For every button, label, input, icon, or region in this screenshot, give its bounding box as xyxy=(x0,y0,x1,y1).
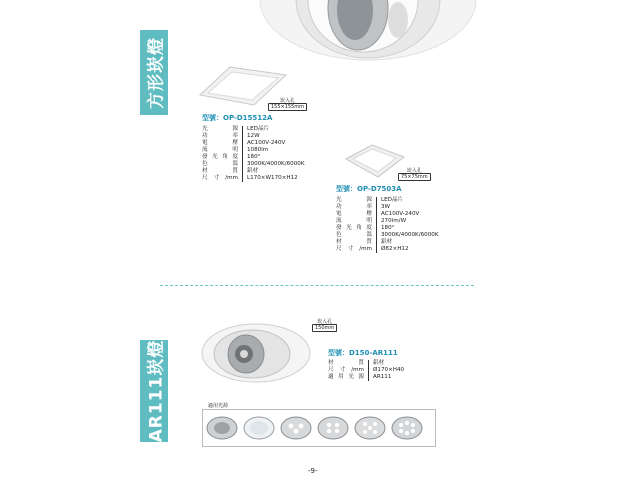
spec-key: 發光角度 xyxy=(202,154,243,161)
spec-row xyxy=(202,133,304,140)
lamp-bulb-icon xyxy=(318,417,348,439)
spec-row xyxy=(336,246,438,253)
spec-row xyxy=(202,175,304,182)
cutout-label: 崁入孔 xyxy=(406,168,422,174)
spec-row xyxy=(336,218,438,225)
section-divider xyxy=(160,285,474,286)
cutout-size: 155×155mm xyxy=(268,103,307,111)
spec-key: 材質 xyxy=(336,239,377,246)
spec-key: 光源 xyxy=(202,126,243,133)
page-number: -9- xyxy=(308,467,318,475)
cutout-note xyxy=(268,98,307,110)
model-number: 型號：OP-D15512A xyxy=(202,114,273,122)
spec-row xyxy=(336,197,438,204)
spec-value: AC100V-240V xyxy=(247,140,286,146)
spec-value: AR111 xyxy=(373,374,392,380)
small-square-panel-image xyxy=(340,143,406,179)
spec-row xyxy=(202,168,304,175)
section-tab-label: AR111崁燈 xyxy=(146,339,167,443)
section-tab-label: 方形崁燈 xyxy=(146,36,167,109)
applicable-lamps-label: 適用光源 xyxy=(208,403,229,409)
spec-row xyxy=(202,161,304,168)
spec-value: 180° xyxy=(381,225,395,231)
spec-key: 色溫 xyxy=(336,232,377,239)
spec-key: 尺寸/mm xyxy=(336,246,377,253)
spec-key: 尺寸/mm xyxy=(328,367,369,374)
spec-value: 12W xyxy=(247,133,260,139)
lamp-bulb-icon xyxy=(281,417,311,439)
spec-row xyxy=(336,211,438,218)
spec-key: 材質 xyxy=(202,168,243,175)
spec-value: AC100V-240V xyxy=(381,211,420,217)
spec-key: 流明 xyxy=(336,218,377,225)
section-tab-square-downlight xyxy=(140,30,168,115)
spec-key: 光源 xyxy=(336,197,377,204)
spec-value: 鋁材 xyxy=(247,168,259,174)
section-tab-ar111-downlight xyxy=(140,340,168,442)
spec-value: 3000K/4000K/6000K xyxy=(247,161,305,167)
spec-row xyxy=(336,225,438,232)
spec-key: 發光角度 xyxy=(336,225,377,232)
lamps-row xyxy=(205,414,433,442)
spec-row xyxy=(328,360,404,367)
spec-key: 流明 xyxy=(202,147,243,154)
cutout-label: 崁入孔 xyxy=(280,98,296,104)
spec-row xyxy=(202,154,304,161)
lamp-bulb-icon xyxy=(392,417,422,439)
cutout-size: 150mm xyxy=(312,324,337,332)
spec-table xyxy=(202,126,304,182)
spec-value: 270lm/W xyxy=(381,218,407,224)
spec-key: 適用光源 xyxy=(328,374,369,381)
spec-row xyxy=(328,367,404,374)
spec-key: 尺寸/mm xyxy=(202,175,243,182)
spec-table xyxy=(336,197,438,253)
spec-value: L170×W170×H12 xyxy=(247,175,298,181)
spec-key: 材質 xyxy=(328,360,369,367)
spec-value: 180° xyxy=(247,154,261,160)
spec-row xyxy=(202,147,304,154)
spec-key: 電壓 xyxy=(336,211,377,218)
spec-row xyxy=(202,126,304,133)
spec-row xyxy=(336,239,438,246)
spec-value: 1080lm xyxy=(247,147,269,153)
cutout-label: 崁入孔 xyxy=(317,319,333,325)
spec-value: LED晶片 xyxy=(247,126,270,132)
spec-value: 3000K/4000K/6000K xyxy=(381,232,439,238)
lamp-bulb-icon xyxy=(244,417,274,439)
spec-row xyxy=(202,140,304,147)
spec-value: Ø170×H40 xyxy=(373,367,405,373)
spec-value: LED晶片 xyxy=(381,197,404,203)
spec-key: 電壓 xyxy=(202,140,243,147)
spec-key: 色溫 xyxy=(202,161,243,168)
model-number: 型號：OP-D7503A xyxy=(336,185,402,193)
spec-row xyxy=(336,204,438,211)
spec-value: Ø82×H12 xyxy=(381,246,409,252)
spec-value: 3W xyxy=(381,204,391,210)
model-number: 型號：D150-AR111 xyxy=(328,349,398,357)
spec-row xyxy=(328,374,404,381)
spec-table xyxy=(328,360,404,381)
spec-value: 鋁材 xyxy=(381,239,393,245)
cutout-size: 75×75mm xyxy=(398,173,431,181)
cutout-note xyxy=(398,168,431,180)
lamp-bulb-icon xyxy=(207,417,237,439)
downlight-top-image xyxy=(258,0,478,70)
ar111-downlight-image xyxy=(200,322,312,384)
spec-key: 功率 xyxy=(202,133,243,140)
spec-row xyxy=(336,232,438,239)
lamp-bulb-icon xyxy=(355,417,385,439)
cutout-note xyxy=(312,319,337,331)
spec-key: 功率 xyxy=(336,204,377,211)
spec-value: 鋁材 xyxy=(373,360,385,366)
